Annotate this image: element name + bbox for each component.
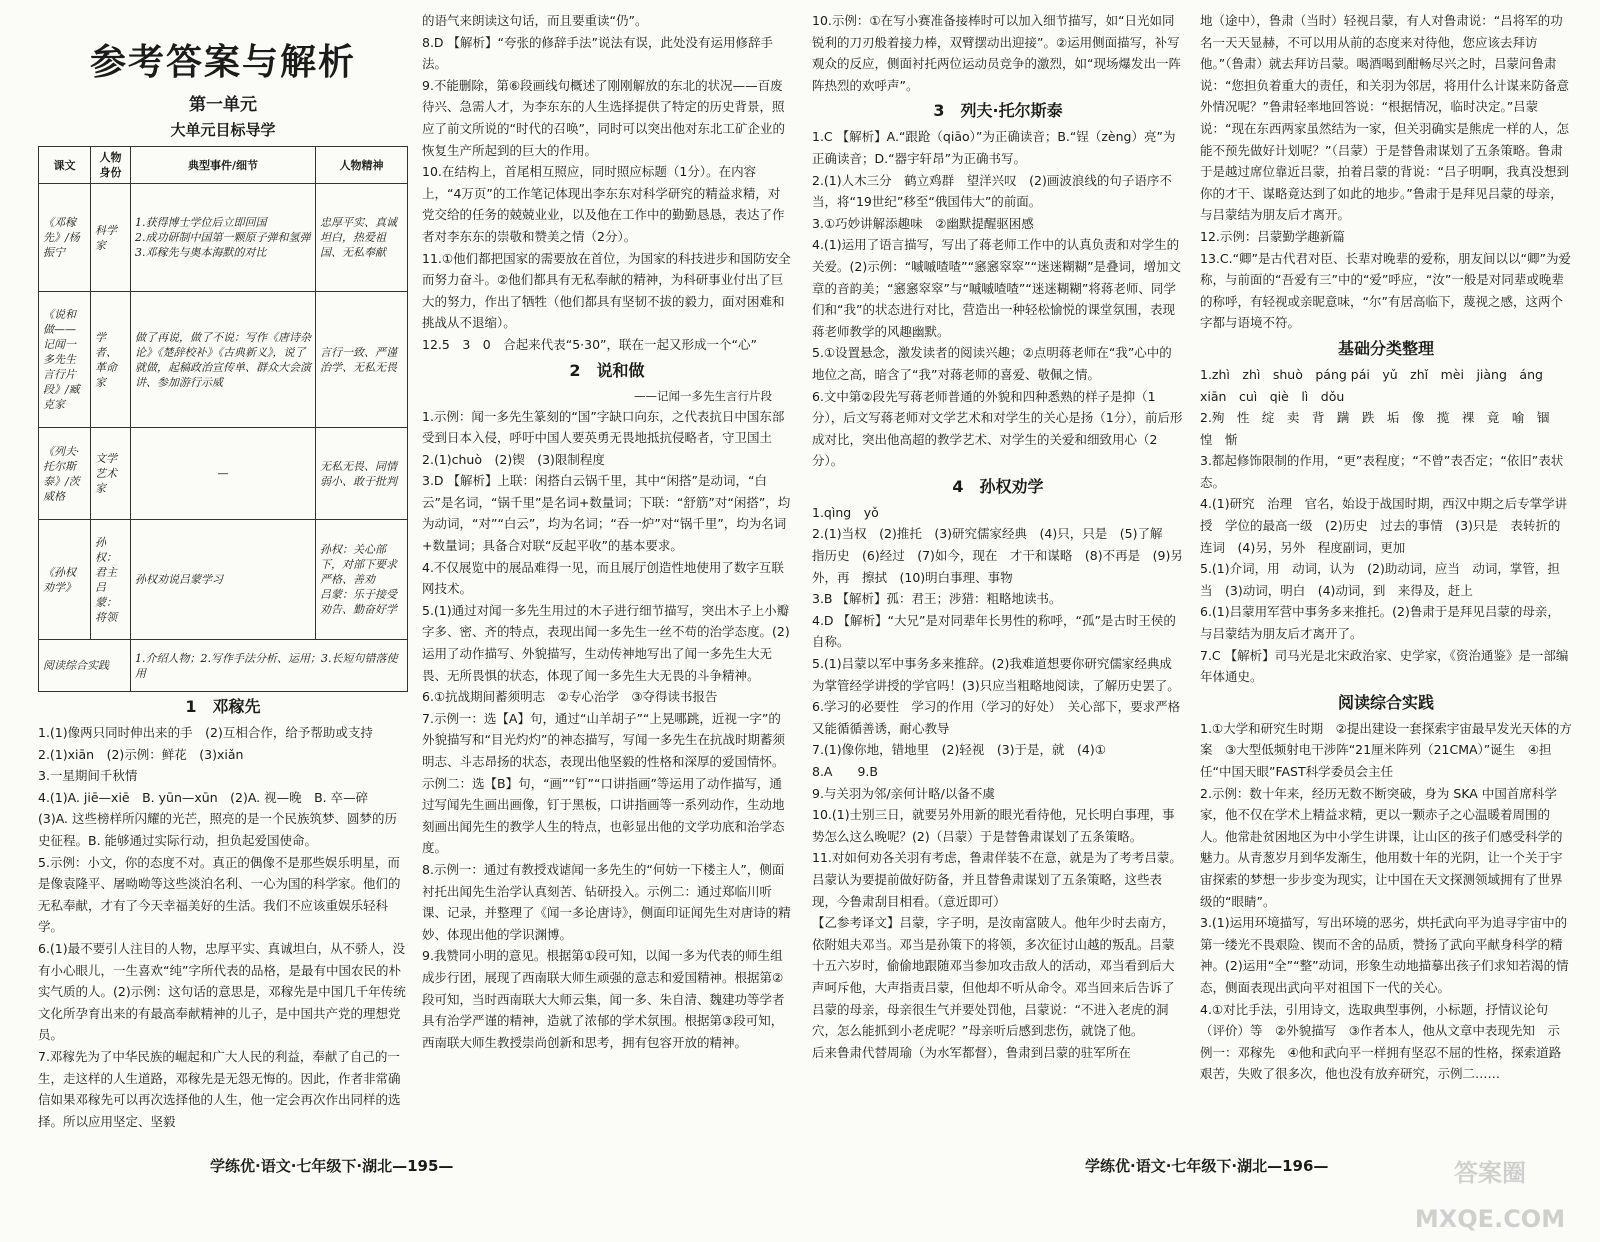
answer-paragraph: (3)A. 这些榜样所闪耀的光芒，照亮的是一个民族筑梦、圆梦的历史征程。B. 能够通过实际行动，担负起爱国使命。 <box>38 811 397 848</box>
table-header-cell: 课文 <box>39 147 91 184</box>
answer-paragraph: 4.(1)运用了语言描写，写出了蒋老师工作中的认真负责和对学生的关爱。(2)示例：“嘁嘁喳喳”“窸窸窣窣”“迷迷糊糊”是叠词，增加文章的音韵美；“窸窸窣窣”与“嘁嘁喳喳”“迷迷糊糊”将蒋老师、同学们和“我”的状态进行对比，营造出一种轻松愉悦的课堂氛围，表现蒋老师教学的风趣幽默。 <box>812 237 1182 339</box>
table-cell: 孙权：关心部下，对部下要求严格、善劝 吕蒙：乐于接受劝告、勤奋好学 <box>316 520 408 640</box>
table-cell: 孙权：君主 吕蒙：将领 <box>91 520 131 640</box>
section-heading: 2 说和做 <box>569 360 645 380</box>
answer-list <box>422 10 792 1053</box>
answer-paragraph: 2.示例：数十年来，经历无数不断突破，身为 SKA 中国首席科学家，他不仅在学术上精益求精，更以一颗赤子之心温暖着周围的人。他常赴贫困地区为中小学生讲课，让山区的孩子们感受科学的魅力。从青葱岁月到华发渐生，他用数十年的光阴，让一个关于宇宙探索的梦想一步步变为现实，让中国在天文探测领域拥有了世界级的“眼睛”。 <box>1200 785 1563 909</box>
answer-paragraph: 11.①他们都把国家的需要放在首位，为国家的科技进步和国防安全而努力奋斗。②他们都具有无私奉献的精神，为科研事业付出了巨大的努力，作出了牺牲（他们都具有坚韧不拔的毅力，面对困难和挑战从不退缩）。 <box>422 250 791 331</box>
answer-paragraph: 2.(1)xiān (2)示例：鲜花 (3)xiǎn <box>38 746 244 762</box>
answer-paragraph: 7.邓稼先为了中华民族的崛起和广大人民的利益，奉献了自己的一生，走这样的人生道路，邓稼先是无怨无悔的。因此，作者非常确信如果邓稼先可以再次选择他的人生，他一定会再次作出同样的选择。所以应用坚定、坚毅 <box>38 1048 401 1129</box>
answer-paragraph: 3.一星期间千秋情 <box>38 768 138 784</box>
column-3 <box>812 10 1184 1140</box>
answer-paragraph: 1.示例：闻一多先生篆刻的“国”字缺口向东，之代表抗日中国东部受到日本入侵，呼吁中国人要英勇无畏地抵抗侵略者，守卫国土 <box>422 408 785 446</box>
answer-paragraph: 1.①大学和研究生时期 ②提出建设一套探索宇宙最早发光天体的方案 ③大型低频射电干涉阵“21厘米阵列（21CMA）”诞生 ④担任“中国天眼”FAST科学委员会主任 <box>1200 720 1572 779</box>
answer-paragraph: 1.(1)像两只同时伸出来的手 (2)互相合作，给予帮助或支持 <box>38 725 373 740</box>
answer-paragraph: 的语气来朗读这句话，而且要重读“仍”。 <box>422 13 648 28</box>
table-cell: 《孙权劝学》 <box>39 520 91 640</box>
table-cell: 做了再说，做了不说：写作《唐诗杂论》《楚辞校补》《古典新义》，说了就做，起稿政治宣传单、群众大会演讲、参加游行示威 <box>131 292 316 428</box>
table-cell: — <box>131 428 316 520</box>
table-cell: 文学艺术家 <box>91 428 131 520</box>
table-cell: 无私无畏、同情弱小、敢于批判 <box>316 428 408 520</box>
answer-paragraph: 5.①设置悬念，激发读者的阅读兴趣；②点明蒋老师在“我”心中的地位之高，暗含了“我”对蒋老师的喜爱、敬佩之情。 <box>812 345 1172 382</box>
answer-paragraph: 7.示例一：选【A】句，通过“山羊胡子”“上晃哪跳，近视一字”的外貌描写和“目光灼灼”的神态描写，写闻一多先生在抗战时期蓄须明志、斗志昂扬的状态，表现出他坚毅的性格和深厚的爱国情怀。示例二：选【B】句，“画”“钉”“口讲指画”等运用了动作描写，通过写闻先生画出画像，钉于黑板，口讲指画等一系列动作，生动地刻画出闻先生的教学人生的特点，也彰显出他的文学功底和治学态度。 <box>422 710 785 856</box>
answer-paragraph: 8.示例一：通过有教授戏谑闻一多先生的“何妨一下楼主人”，侧面衬托出闻先生治学认真刻苦、钻研投入。示例二：通过郑临川听课、记录，并整理了《闻一多论唐诗》，侧面印证闻先生对唐诗的精妙、体现出他的学识渊博。 <box>422 861 791 942</box>
answer-paragraph: 10.示例：①在写小赛准备接棒时可以加入细节描写，如“日光如同锐利的刀刃般着接力棒，双臂摆动出迎接”。②运用侧面描写，补写观众的反应，侧面衬托两位运动员竞争的激烈，如“现场爆发出一阵阵热烈的欢呼声”。 <box>812 13 1181 93</box>
answer-paragraph: 9.我赞同小明的意见。根据第①段可知，以闻一多为代表的师生组成步行团，展现了西南联大师生顽强的意志和爱国精神。根据第②段可知，当时西南联大大师云集，闻一多、朱自清、魏建功等学者具有治学严谨的精神，造就了浓郁的学术氛围。根据第③段可知，西南联大师生教授崇尚创新和思考，拥有包容开放的精神。 <box>422 948 785 1050</box>
answer-paragraph: 3.(1)运用环境描写，写出环境的恶劣，烘托武向平为追寻宇宙中的第一缕光不畏艰险、锲而不舍的品质，赞扬了武向平献身科学的精神。(2)运用“全”“整”动词，形象生动地描摹出孩子们求知若渴的情态，侧面表现出武向平对祖国下一代的关心。 <box>1200 915 1569 995</box>
answer-list <box>1200 10 1572 1085</box>
table-cell: 学者、革命家 <box>91 292 131 428</box>
answer-paragraph: 11.对如何劝各关羽有考虑，鲁肃佯装不在意，就是为了考考吕蒙。吕蒙认为要提前做好防备，并且替鲁肃谋划了五条策略，这些表现，今鲁肃刮目相看。（意近即可） <box>812 850 1182 909</box>
column-2 <box>422 10 792 1140</box>
table-cell: 1.介绍人物；2.写作手法分析、运用；3.长短句错落使用 <box>131 640 408 692</box>
table-cell: 1.获得博士学位后立即回国 2.成功研制中国第一颗原子弹和氢弹 3.邓稼先与奥本海默的对比 <box>131 184 316 292</box>
answer-paragraph: 13.C.“卿”是古代君对臣、长辈对晚辈的爱称，朋友间以以“卿”为爱称，与前面的“吾爱有三”中的“爱”呼应，“汝”一般是对同辈或晚辈的称呼，有轻视或亲昵意味，“尔”有居高临下，蔑视之感，这两个字都与语境不符。 <box>1200 250 1571 331</box>
answer-paragraph: 5.(1)通过对闻一多先生用过的木子进行细节描写，突出木子上小瓣字多、密、齐的特点，表现出闻一多先生一丝不苟的治学态度。(2)运用了动作描写、外貌描写，生动传神地写出了闻一多先生大无畏、无所畏惧的状态，体现了闻一多先生大无畏的斗争精神。 <box>422 602 790 683</box>
answer-paragraph: 2.(1)人木三分 鹤立鸡群 望洋兴叹 (2)画波浪线的句子语序不当，将“19世纪”移至“俄国伟大”的前面。 <box>812 172 1172 210</box>
section-heading: 3 列夫·托尔斯泰 <box>933 101 1063 121</box>
footer-right: 学练优·语文·七年级下·湖北—196— <box>1085 1157 1329 1175</box>
table-row <box>39 640 408 692</box>
answer-paragraph: 6.①抗战期间蓄须明志 ②专心治学 ③夺得读书报告 <box>422 689 718 705</box>
table-header-cell: 人物精神 <box>316 147 408 184</box>
column-1 <box>38 10 408 1140</box>
answer-paragraph: 12.示例：吕蒙勤学趣新篇 <box>1200 228 1345 244</box>
page-title: 参考答案与解析 <box>89 41 356 83</box>
table-header-cell: 人物身份 <box>91 147 131 184</box>
footer-left: 学练优·语文·七年级下·湖北—195— <box>210 1157 454 1175</box>
answer-paragraph: 5.示例：小文，你的态度不对。真正的偶像不是那些娱乐明星，而是像袁隆平、屠呦呦等这些淡泊名利、一心为国的科学家。他们的无私奉献，才有了今天幸福美好的生活。我们不应该重娱乐轻科学。 <box>38 854 401 935</box>
answer-paragraph: 3.B 【解析】孤：君王；涉猎：粗略地读书。 <box>812 591 1062 607</box>
answer-paragraph: 1.zhì zhì shuò páng pái yǔ zhǐ mèi jiàng áng xiān cuì qiè lì dǒu <box>1200 366 1556 404</box>
answer-paragraph: 9.与关羽为邻/亲何计略/以备不虞 <box>812 785 995 801</box>
section-heading: 阅读综合实践 <box>1337 692 1434 712</box>
answer-paragraph: 6.(1)最不要引人注目的人物，忠厚平实、真诚坦白，从不骄人，没有小心眼儿，一生喜欢“纯”字所代表的品格，是最有中国农民的朴实气质的人。(2)示例：这句话的意思是，邓稼先是中国几千年传统文化所孕育出来的有最高奉献精神的儿子，是中国共产党的理想党员。 <box>38 940 406 1043</box>
watermark-logo: 答案圈 MXQE.COM <box>1414 1159 1566 1233</box>
table-cell: 科学家 <box>91 184 131 292</box>
table-row <box>39 292 408 428</box>
answer-paragraph: 3.①巧妙讲解添趣味 ②幽默提醒驱困感 <box>812 215 1034 231</box>
answer-paragraph: 6.文中第②段先写蒋老师普通的外貌和四种悉熟的样子是抑（1分），后文写蒋老师对文学艺术和对学生的关心是扬（1分），前后形成对比，突出他高超的教学艺术、对学生的关爱和细致用心（2分）。 <box>812 388 1183 469</box>
section-subtitle: ——记闻一多先生言行片段 <box>634 388 772 403</box>
column-4 <box>1200 10 1572 1140</box>
answer-paragraph: 10.(1)士别三日，就要另外用新的眼光看待他，兄长明白事理，事势怎么这么晚呢？(2)（吕蒙）于是替鲁肃谋划了五条策略。 <box>812 807 1175 844</box>
table-row <box>39 520 408 640</box>
table-cell: 《说和做——记闻一多先生言行片段》/臧克家 <box>39 292 91 428</box>
unit-title: 第一单元 <box>189 95 257 115</box>
answer-paragraph: 6.学习的必要性 学习的作用（学习的好处） 关心部下，要求严格又能循循善诱，耐心教导 <box>812 699 1181 736</box>
answer-paragraph: 4.①对比手法，引用诗文，选取典型事例，小标题，抒情议论句（评价）等 ②外貌描写 ③作者本人，他从文章中表现先知 示例一：邓稼先 ④他和武向平一样拥有坚忍不屈的性格，探索道路艰苦，失败了很多次，他也没有放弃研究，示例二…… <box>1200 1001 1562 1082</box>
answer-list <box>812 10 1184 1063</box>
answer-paragraph: 4.(1)研究 治理 官名，始设于战国时期，西汉中期之后专掌学讲授 学位的最高一级 (2)历史 过去的事情 (3)只是 表转折的连词 (4)另，另外 程度副词，更加 <box>1200 496 1568 555</box>
answer-paragraph: 8.D 【解析】“夸张的修辞手法”说法有误，此处没有运用修辞手法。 <box>422 34 773 72</box>
answer-paragraph: 7.(1)像你地，错地里 (2)轻视 (3)于是，就 (4)① <box>812 742 1106 758</box>
answer-paragraph: 1.qìng yǒ <box>812 504 879 520</box>
answer-paragraph: 4.D 【解析】“大兄”是对同辈年长男性的称呼，“孤”是古时王侯的自称。 <box>812 612 1176 650</box>
answer-list <box>38 692 408 1132</box>
table-cell: 忠厚平实、真诚坦白，热爱祖国、无私奉献 <box>316 184 408 292</box>
answer-paragraph: 8.A 9.B <box>812 764 878 779</box>
table-cell: 阅读综合实践 <box>39 640 131 692</box>
answer-paragraph: 3.D 【解析】上联：闲搭白云锅千里，其中“闲搭”是动词，“白云”是名词，“锅千里”是名词+数量词；下联：“舒筋”对“闲搭”，均为动词，“对”“白云”，均为名词；“吞一炉”对“锅千里”，均为名词+数量词；具备合对联“反起平收”的基本要求。 <box>422 473 791 554</box>
answer-paragraph: 2.殉 性 绽 卖 背 蹒 跌 垢 像 揽 裸 竟 喻 锢 惶 惭 <box>1200 410 1562 447</box>
table-cell: 《列夫·托尔斯泰》/茨威格 <box>39 428 91 520</box>
section-heading: 1 邓稼先 <box>185 697 261 716</box>
answer-paragraph: 1.C 【解析】A.“跟跄（qiāo）”为正确读音；B.“锃（zèng）亮”为正确读音；D.“器宇轩昂”为正确书写。 <box>812 129 1176 166</box>
answer-paragraph: 地（途中），鲁肃（当时）轻视吕蒙，有人对鲁肃说：“吕将军的功名一天天显赫，不可以用从前的态度来对待他，您应该去拜访他。”（鲁肃）就去拜访吕蒙。喝酒喝到酣畅尽兴之时，吕蒙问鲁肃说：“您担负着重大的责任，和关羽为邻居，将用什么计谋来防备意外情况呢？”鲁肃轻率地回答说：“根据情况，临时决定。”吕蒙说：“现在东西两家虽然结为一家，但关羽确实是熊虎一样的人，怎能不预先做好计划呢？”（吕蒙）于是替鲁肃谋划了五条策略。鲁肃于是越过席位靠近吕蒙，拍着吕蒙的背说：“吕子明啊，我真没想到你的才干、谋略竟达到了如此的地步。”鲁肃于是拜见吕蒙的母亲，与吕蒙结为朋友后才离开。 <box>1200 13 1569 223</box>
answer-paragraph: 9.不能删除，第⑥段画线句概述了刚刚解放的东北的状况——百废待兴、急需人才，为李东东的人生选择提供了特定的历史背景，照应了前文所说的“时代的召唤”，同时可以突出他对东北工矿企业的恢复生产所起到的巨大的作用。 <box>422 77 785 158</box>
section-heading: 基础分类整理 <box>1337 338 1434 358</box>
table-header-cell: 典型事件/细节 <box>131 147 316 184</box>
answer-paragraph: 5.(1)吕蒙以军中事务多来推辞。(2)我难道想要你研究儒家经典成为掌管经学讲授的学官吗！(3)只应当粗略地阅读，了解历史罢了。 <box>812 656 1180 693</box>
answer-paragraph: 6.(1)吕蒙用军营中事务多来推托。(2)鲁肃于是拜见吕蒙的母亲，与吕蒙结为朋友后才离开了。 <box>1200 604 1560 642</box>
answer-paragraph: 12.5 3 0 合起来代表“5·30”，联在一起又形成一个“心” <box>422 336 757 352</box>
table-cell: 《邓稼先》/杨振宁 <box>39 184 91 292</box>
subunit-title: 大单元目标导学 <box>170 121 276 139</box>
table-cell: 言行一致、严谨治学、无私无畏 <box>316 292 408 428</box>
table-row <box>39 428 408 520</box>
answer-paragraph: 3.都起修饰限制的作用，“更”表程度；“不曾”表否定；“依旧”表状态。 <box>1200 453 1564 490</box>
answer-paragraph: 10.在结构上，首尾相互照应，同时照应标题（1分）。在内容上，“4万页”的工作笔记体现出李东东对科学研究的精益求精，对党交给的任务的兢兢业业，以及他在工作中的勤勤恳恳，表达了作者对李东东的崇敬和赞美之情（2分）。 <box>422 164 785 244</box>
table-row <box>39 184 408 292</box>
answer-paragraph: 5.(1)介词，用 动词，认为 (2)助动词，应当 动词，掌管，担当 (3)动词，明白 (4)动词，到 来得及，赶上 <box>1200 561 1560 598</box>
answer-paragraph: 2.(1)当权 (2)推托 (3)研究儒家经典 (4)只，只是 (5)了解 指历史 (6)经过 (7)如今，现在 才干和谋略 (8)不再是 (9)另外，再 擦拭 (10)明白事理、事物 <box>812 526 1183 585</box>
table-header-row <box>39 147 408 184</box>
answer-paragraph: 4.(1)A. jiē—xiē B. yūn—xūn (2)A. 视—晚 B. 卒—碎 <box>38 789 369 805</box>
answer-paragraph: 后来鲁肃代替周瑜（为水军都督），鲁肃到吕蒙的驻军所在 <box>812 1044 1131 1060</box>
section-heading: 4 孙权劝学 <box>952 476 1044 496</box>
answer-paragraph: 7.C 【解析】司马光是北宋政治家、史学家，《资治通鉴》是一部编年体通史。 <box>1200 647 1569 685</box>
answer-paragraph: 4.不仅展览中的展品难得一见，而且展厅创造性地使用了数字互联网技术。 <box>422 559 784 597</box>
unit-guide-table <box>38 146 408 692</box>
answer-paragraph: 2.(1)chuò (2)锲 (3)限制程度 <box>422 451 605 467</box>
answer-paragraph: 【乙参考译文】吕蒙，字子明，是汝南富陂人。他年少时去南方，依附姐夫邓当。邓当是孙策下的将领，多次征讨山越的叛乱。吕蒙十五六岁时，偷偷地跟随邓当参加攻击敌人的活动，邓当看到后大声呵斥他，大声指责吕蒙，但他却不听从命令。邓当回来后告诉了吕蒙的母亲，母亲很生气并要处罚他，吕蒙说：“不进入老虎的洞穴，怎么能抓到小老虎呢？”母亲听后感到悲伤，就饶了他。 <box>812 915 1175 1039</box>
table-cell: 孙权劝说吕蒙学习 <box>131 520 316 640</box>
